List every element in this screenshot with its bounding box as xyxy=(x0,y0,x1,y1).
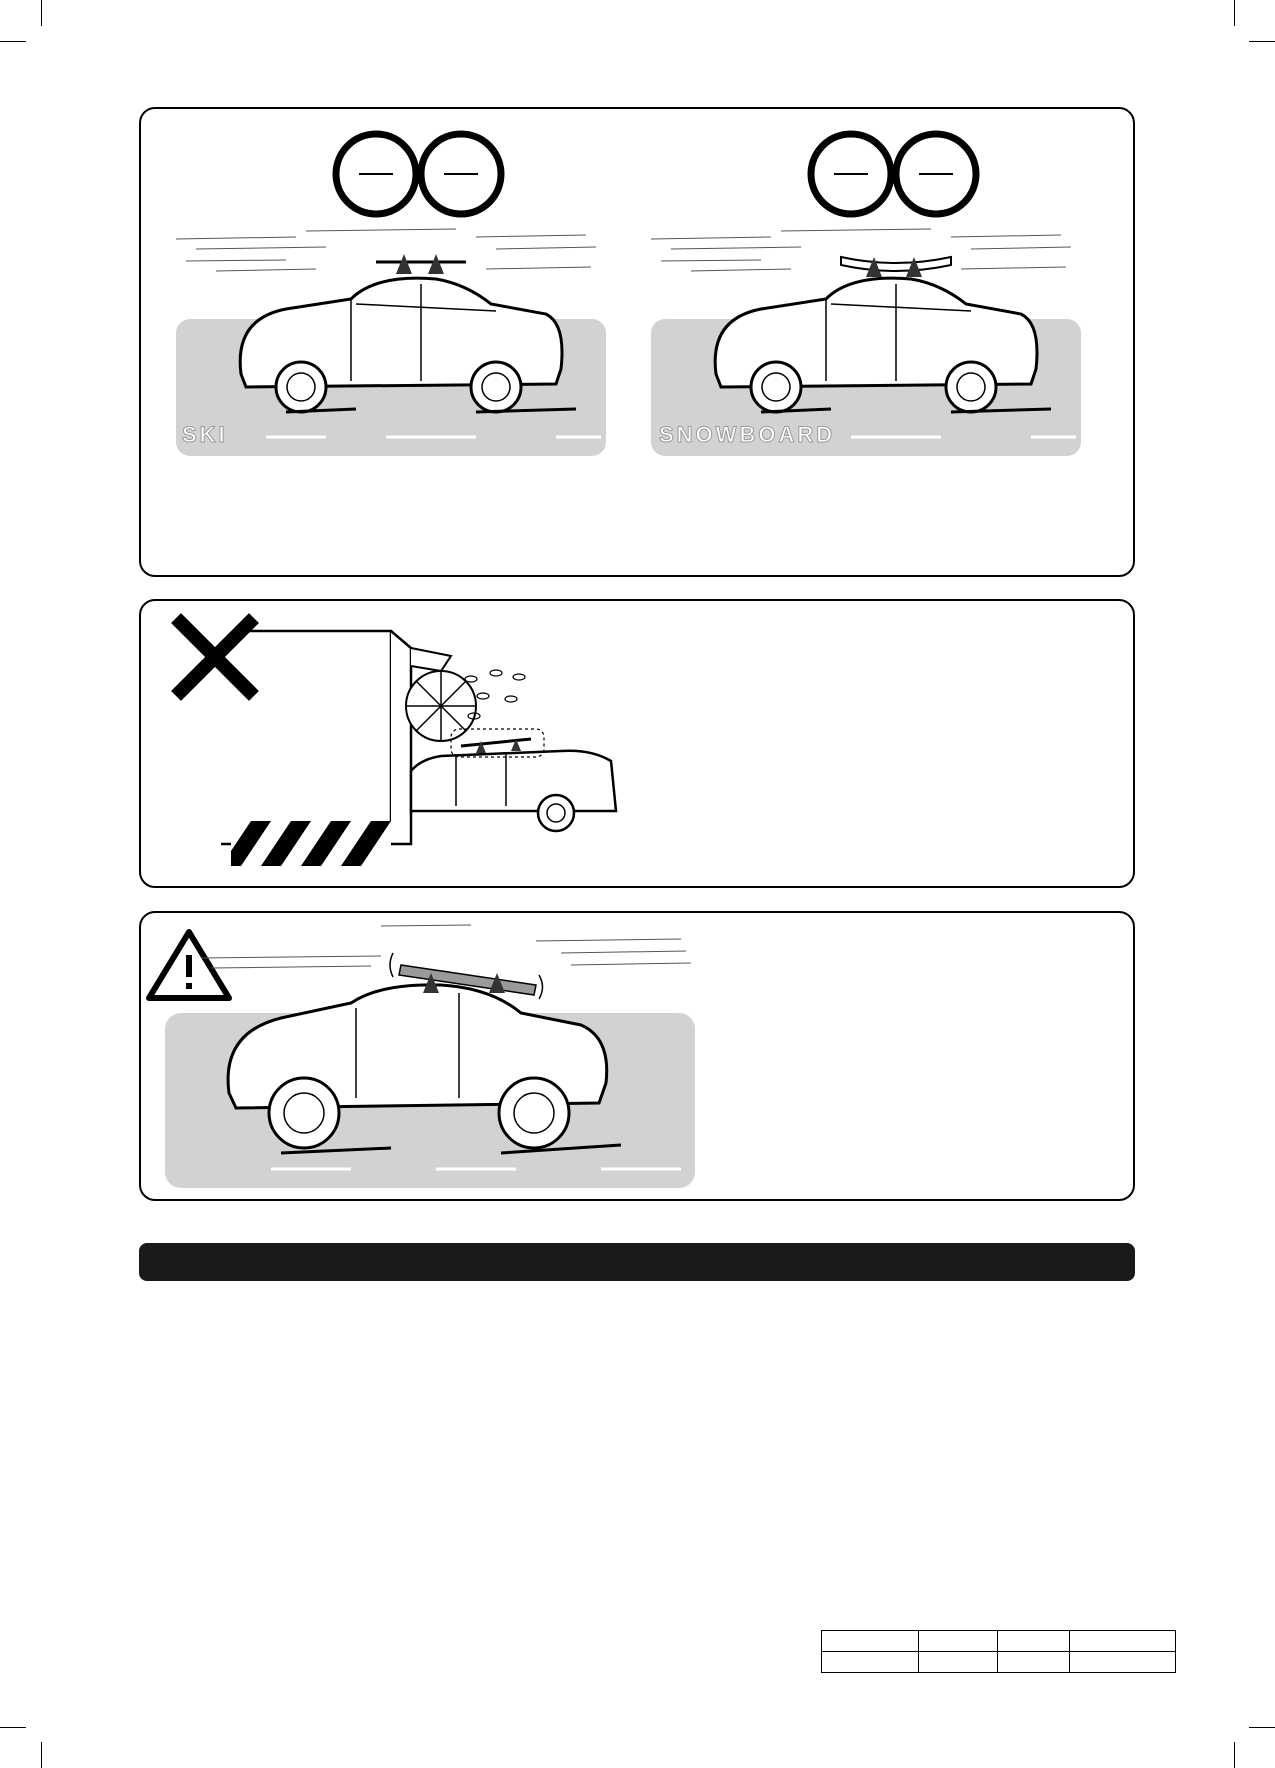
table-cell xyxy=(919,1631,997,1652)
warning-triangle-icon xyxy=(149,932,229,998)
snowboard-car-illustration xyxy=(651,119,1081,464)
table-cell xyxy=(997,1652,1069,1673)
ski-car-illustration xyxy=(176,119,606,464)
ski-road-label: SKI xyxy=(182,422,228,447)
car-wash-warning-panel xyxy=(139,599,1135,888)
speed-limit-sign-icon xyxy=(896,134,976,214)
crop-mark xyxy=(41,0,42,26)
ski-scene xyxy=(176,119,606,464)
section-header-bar xyxy=(139,1243,1135,1281)
speed-limit-sign-icon xyxy=(421,134,501,214)
table-cell xyxy=(822,1652,919,1673)
loose-load-warning-panel xyxy=(139,911,1135,1201)
crop-mark xyxy=(41,1742,42,1768)
speed-limit-sign-icon xyxy=(811,134,891,214)
table-row xyxy=(822,1652,1176,1673)
table-cell xyxy=(919,1652,997,1673)
table-row xyxy=(822,1631,1176,1652)
table-cell xyxy=(822,1631,919,1652)
speed-limit-sign-icon xyxy=(336,134,416,214)
crop-mark xyxy=(1234,0,1235,26)
snowboard-scene xyxy=(651,119,1081,464)
crop-mark xyxy=(1249,1727,1275,1728)
car-wash-illustration xyxy=(141,601,1137,890)
crop-mark xyxy=(0,1727,26,1728)
document-info-table xyxy=(821,1630,1176,1673)
speed-instructions-panel xyxy=(139,107,1135,577)
crop-mark xyxy=(1249,41,1275,42)
table-cell xyxy=(997,1631,1069,1652)
snowboard-road-label: SNOWBOARD xyxy=(659,422,836,447)
table-cell xyxy=(1069,1652,1175,1673)
table-cell xyxy=(1069,1631,1175,1652)
loose-rack-illustration xyxy=(141,913,1137,1203)
crop-mark xyxy=(0,41,26,42)
prohibited-cross-icon xyxy=(181,623,249,691)
crop-mark xyxy=(1234,1742,1235,1768)
